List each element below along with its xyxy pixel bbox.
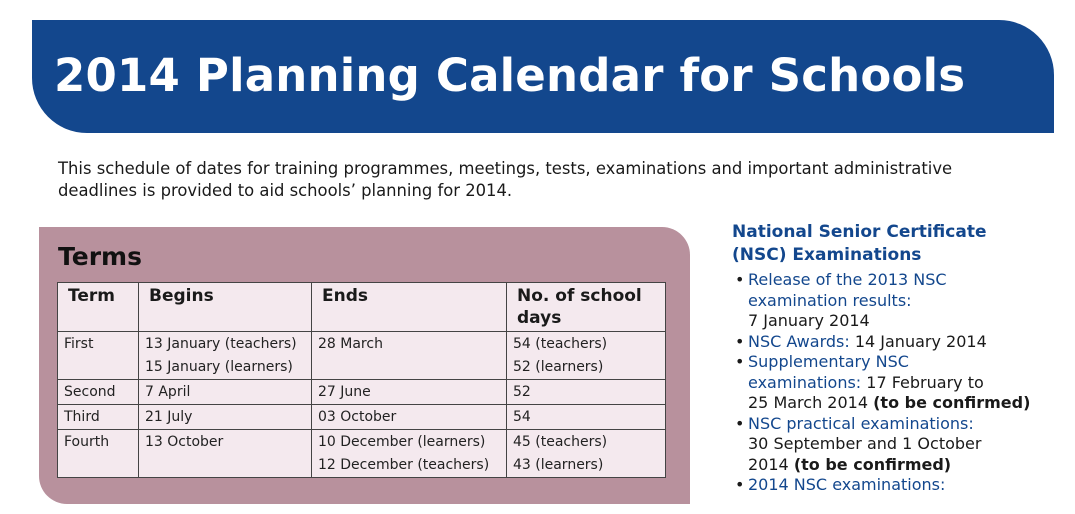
table-row	[58, 405, 666, 430]
column-header-ends: Ends	[312, 283, 507, 332]
table-row	[58, 430, 666, 478]
ends-cell: 10 December (learners) 12 December (teachers)	[312, 430, 507, 478]
days-cell: 45 (teachers) 43 (learners)	[507, 430, 666, 478]
intro-line: deadlines is provided to aid schools’ planning for 2014.	[58, 181, 513, 200]
nsc-list	[732, 270, 1062, 496]
ends-cell: 27 June	[312, 380, 507, 405]
column-header-begins: Begins	[139, 283, 312, 332]
list-item: • 2014 NSC examinations:	[735, 475, 946, 494]
nsc-heading: National Senior Certificate (NSC) Examinations	[732, 222, 987, 265]
page-title: 2014 Planning Calendar for Schools	[54, 49, 966, 102]
column-header-days: No. of school days	[507, 283, 666, 332]
table-row	[58, 380, 666, 405]
begins-cell: 7 April	[139, 380, 312, 405]
list-item: • Release of the 2013 NSC examination results: 7 January 2014	[735, 270, 947, 330]
bullet-icon: •	[735, 413, 745, 433]
term-cell: Fourth	[58, 430, 139, 478]
table-header-row	[58, 283, 666, 332]
list-item: • Supplementary NSC examinations: 17 February to 25 March 2014 (to be confirmed)	[735, 352, 1031, 412]
intro-paragraph	[58, 158, 1018, 202]
begins-cell: 13 October	[139, 430, 312, 478]
bullet-icon: •	[735, 270, 745, 289]
begins-cell: 21 July	[139, 405, 312, 430]
bullet-icon: •	[735, 331, 745, 351]
term-cell: First	[58, 332, 139, 380]
list-item: • NSC practical examinations: 30 September and 1 October 2014 (to be confirmed)	[735, 413, 982, 474]
ends-cell: 03 October	[312, 405, 507, 430]
terms-table	[57, 282, 666, 478]
days-cell: 54	[507, 405, 666, 430]
term-cell: Second	[58, 380, 139, 405]
nsc-section	[732, 221, 1062, 496]
terms-heading: Terms	[58, 242, 142, 271]
column-header-term: Term	[58, 283, 139, 332]
term-cell: Third	[58, 405, 139, 430]
list-item: • NSC Awards: 14 January 2014	[735, 331, 987, 351]
ends-cell: 28 March	[312, 332, 507, 380]
intro-line: This schedule of dates for training programmes, meetings, tests, examinations and important administrative	[58, 159, 953, 178]
bullet-icon: •	[735, 475, 745, 494]
days-cell: 54 (teachers) 52 (learners)	[507, 332, 666, 380]
days-cell: 52	[507, 380, 666, 405]
begins-cell: 13 January (teachers) 15 January (learners)	[139, 332, 312, 380]
table-row	[58, 332, 666, 380]
bullet-icon: •	[735, 352, 745, 371]
